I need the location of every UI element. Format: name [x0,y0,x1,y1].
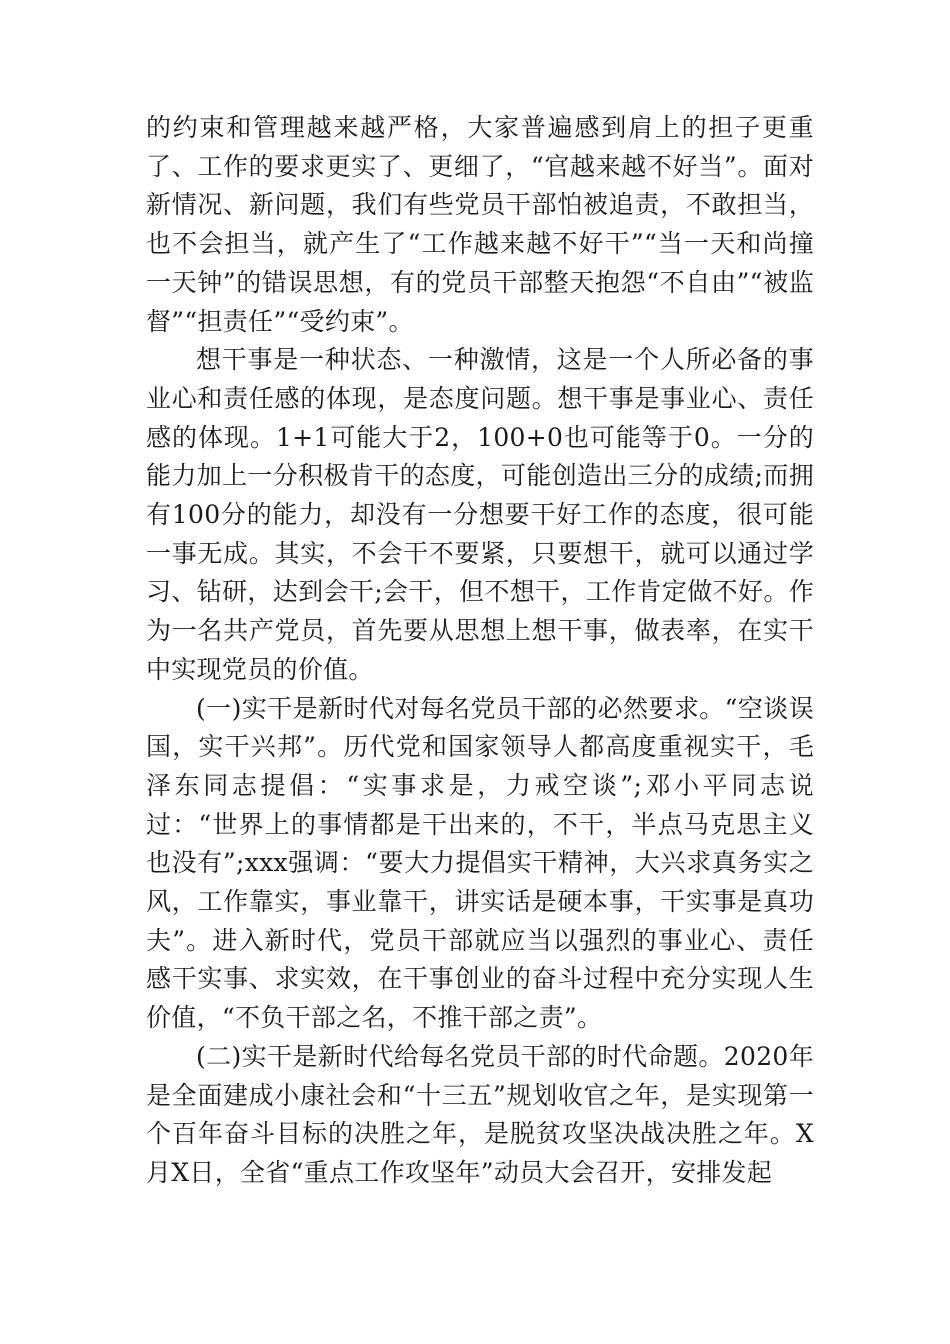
paragraph-1: 的约束和管理越来越严格，大家普遍感到肩上的担子更重了、工作的要求更实了、更细了，“官越来越不好当”。面对新情况、新问题，我们有些党员干部怕被追责，不敢担当，也不会担当，就产生了“工作越来越不好干”“当一天和尚撞一天钟”的错误思想，有的党员干部整天抱怨“不自由”“被监督”“担责任”“受约束”。 [146,113,814,336]
paragraph-3: (一)实干是新时代对每名党员干部的必然要求。“空谈误国，实干兴邦”。历代党和国家领导人都高度重视实干，毛泽东同志提倡：“实事求是，力戒空谈”;邓小平同志说过：“世界上的事情都是干出来的，不干，半点马克思主义也没有”;xxx强调：“要大力提倡实干精神，大兴求真务实之风，工作靠实，事业靠干，讲实话是硬本事，干实事是真功夫”。进入新时代，党员干部就应当以强烈的事业心、责任感干实事、求实效，在干事创业的奋斗过程中充分实现人生价值，“不负干部之名，不推干部之责”。 [146,693,814,1033]
paragraph-2: 想干事是一种状态、一种激情，这是一个人所必备的事业心和责任感的体现，是态度问题。想干事是事业心、责任感的体现。1+1可能大于2，100+0也可能等于0。一分的能力加上一分积极肯干的态度，可能创造出三分的成绩;而拥有100分的能力，却没有一分想要干好工作的态度，很可能一事无成。其实，不会干不要紧，只要想干，就可以通过学习、钻研，达到会干;会干，但不想干，工作肯定做不好。作为一名共产党员，首先要从思想上想干事，做表率，在实干中实现党员的价值。 [146,345,814,684]
paragraph-4: (二)实干是新时代给每名党员干部的时代命题。2020年是全面建成小康社会和“十三五”规划收官之年，是实现第一个百年奋斗目标的决胜之年，是脱贫攻坚决战决胜之年。X月X日，全省“重点工作攻坚年”动员大会召开，安排发起 [146,1041,814,1187]
document-body [146,109,814,1193]
